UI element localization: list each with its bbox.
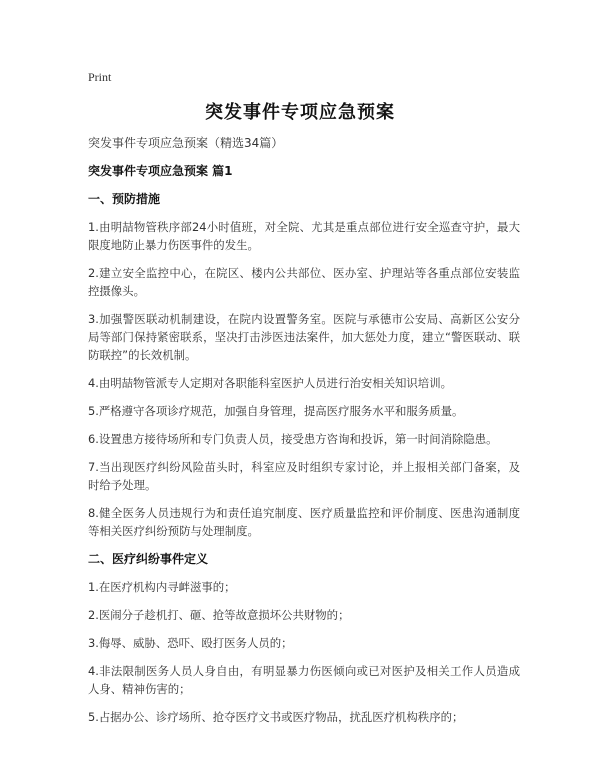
paragraph: 5.占据办公、诊疗场所、抢夺医疗文书或医疗物品，扰乱医疗机构秩序的； (88, 710, 464, 724)
paragraph: 3.侮辱、威胁、恐吓、殴打医务人员的； (88, 636, 293, 650)
paragraph: 5.严格遵守各项诊疗规范，加强自身管理，提高医疗服务水平和服务质量。 (88, 404, 464, 418)
paragraph: 2.医闹分子趁机打、砸、抢等故意损坏公共财物的； (88, 608, 350, 622)
document-subtitle: 突发事件专项应急预案（精选34篇） (88, 136, 284, 150)
print-label[interactable]: Print (88, 70, 112, 84)
paragraph: 1.由明喆物管秩序部24小时值班，对全院、尤其是重点部位进行安全巡查守护，最大限度地防止暴力伤医事件的发生。 (88, 220, 520, 252)
chapter-title: 突发事件专项应急预案 篇1 (88, 164, 233, 178)
section-heading-definition: 二、医疗纠纷事件定义 (88, 552, 209, 566)
paragraph: 4.非法限制医务人员人身自由，有明显暴力伤医倾向或已对医护及相关工作人员造成人身、精神伤害的； (88, 664, 520, 696)
document-content (88, 134, 520, 736)
paragraph: 6.设置患方接待场所和专门负责人员，接受患方咨询和投诉，第一时间消除隐患。 (88, 432, 498, 446)
paragraph: 8.健全医务人员违规行为和责任追究制度、医疗质量监控和评价制度、医患沟通制度等相关医疗纠纷预防与处理制度。 (88, 506, 520, 538)
paragraph: 2.建立安全监控中心，在院区、楼内公共部位、医办室、护理站等各重点部位安装监控摄像头。 (88, 266, 520, 298)
paragraph: 7.当出现医疗纠纷风险苗头时，科室应及时组织专家讨论，并上报相关部门备案，及时给予处理。 (88, 460, 520, 492)
document-title: 突发事件专项应急预案 (205, 102, 395, 123)
paragraph: 4.由明喆物管派专人定期对各职能科室医护人员进行治安相关知识培训。 (88, 376, 452, 390)
paragraph: 1.在医疗机构内寻衅滋事的； (88, 580, 236, 594)
paragraph: 3.加强警医联动机制建设，在院内设置警务室。医院与承德市公安局、高新区公安分局等部门保持紧密联系，坚决打击涉医违法案件，加大惩处力度，建立“警医联动、联防联控”的长效机制。 (88, 312, 520, 362)
section-heading-prevention: 一、预防措施 (88, 192, 161, 206)
